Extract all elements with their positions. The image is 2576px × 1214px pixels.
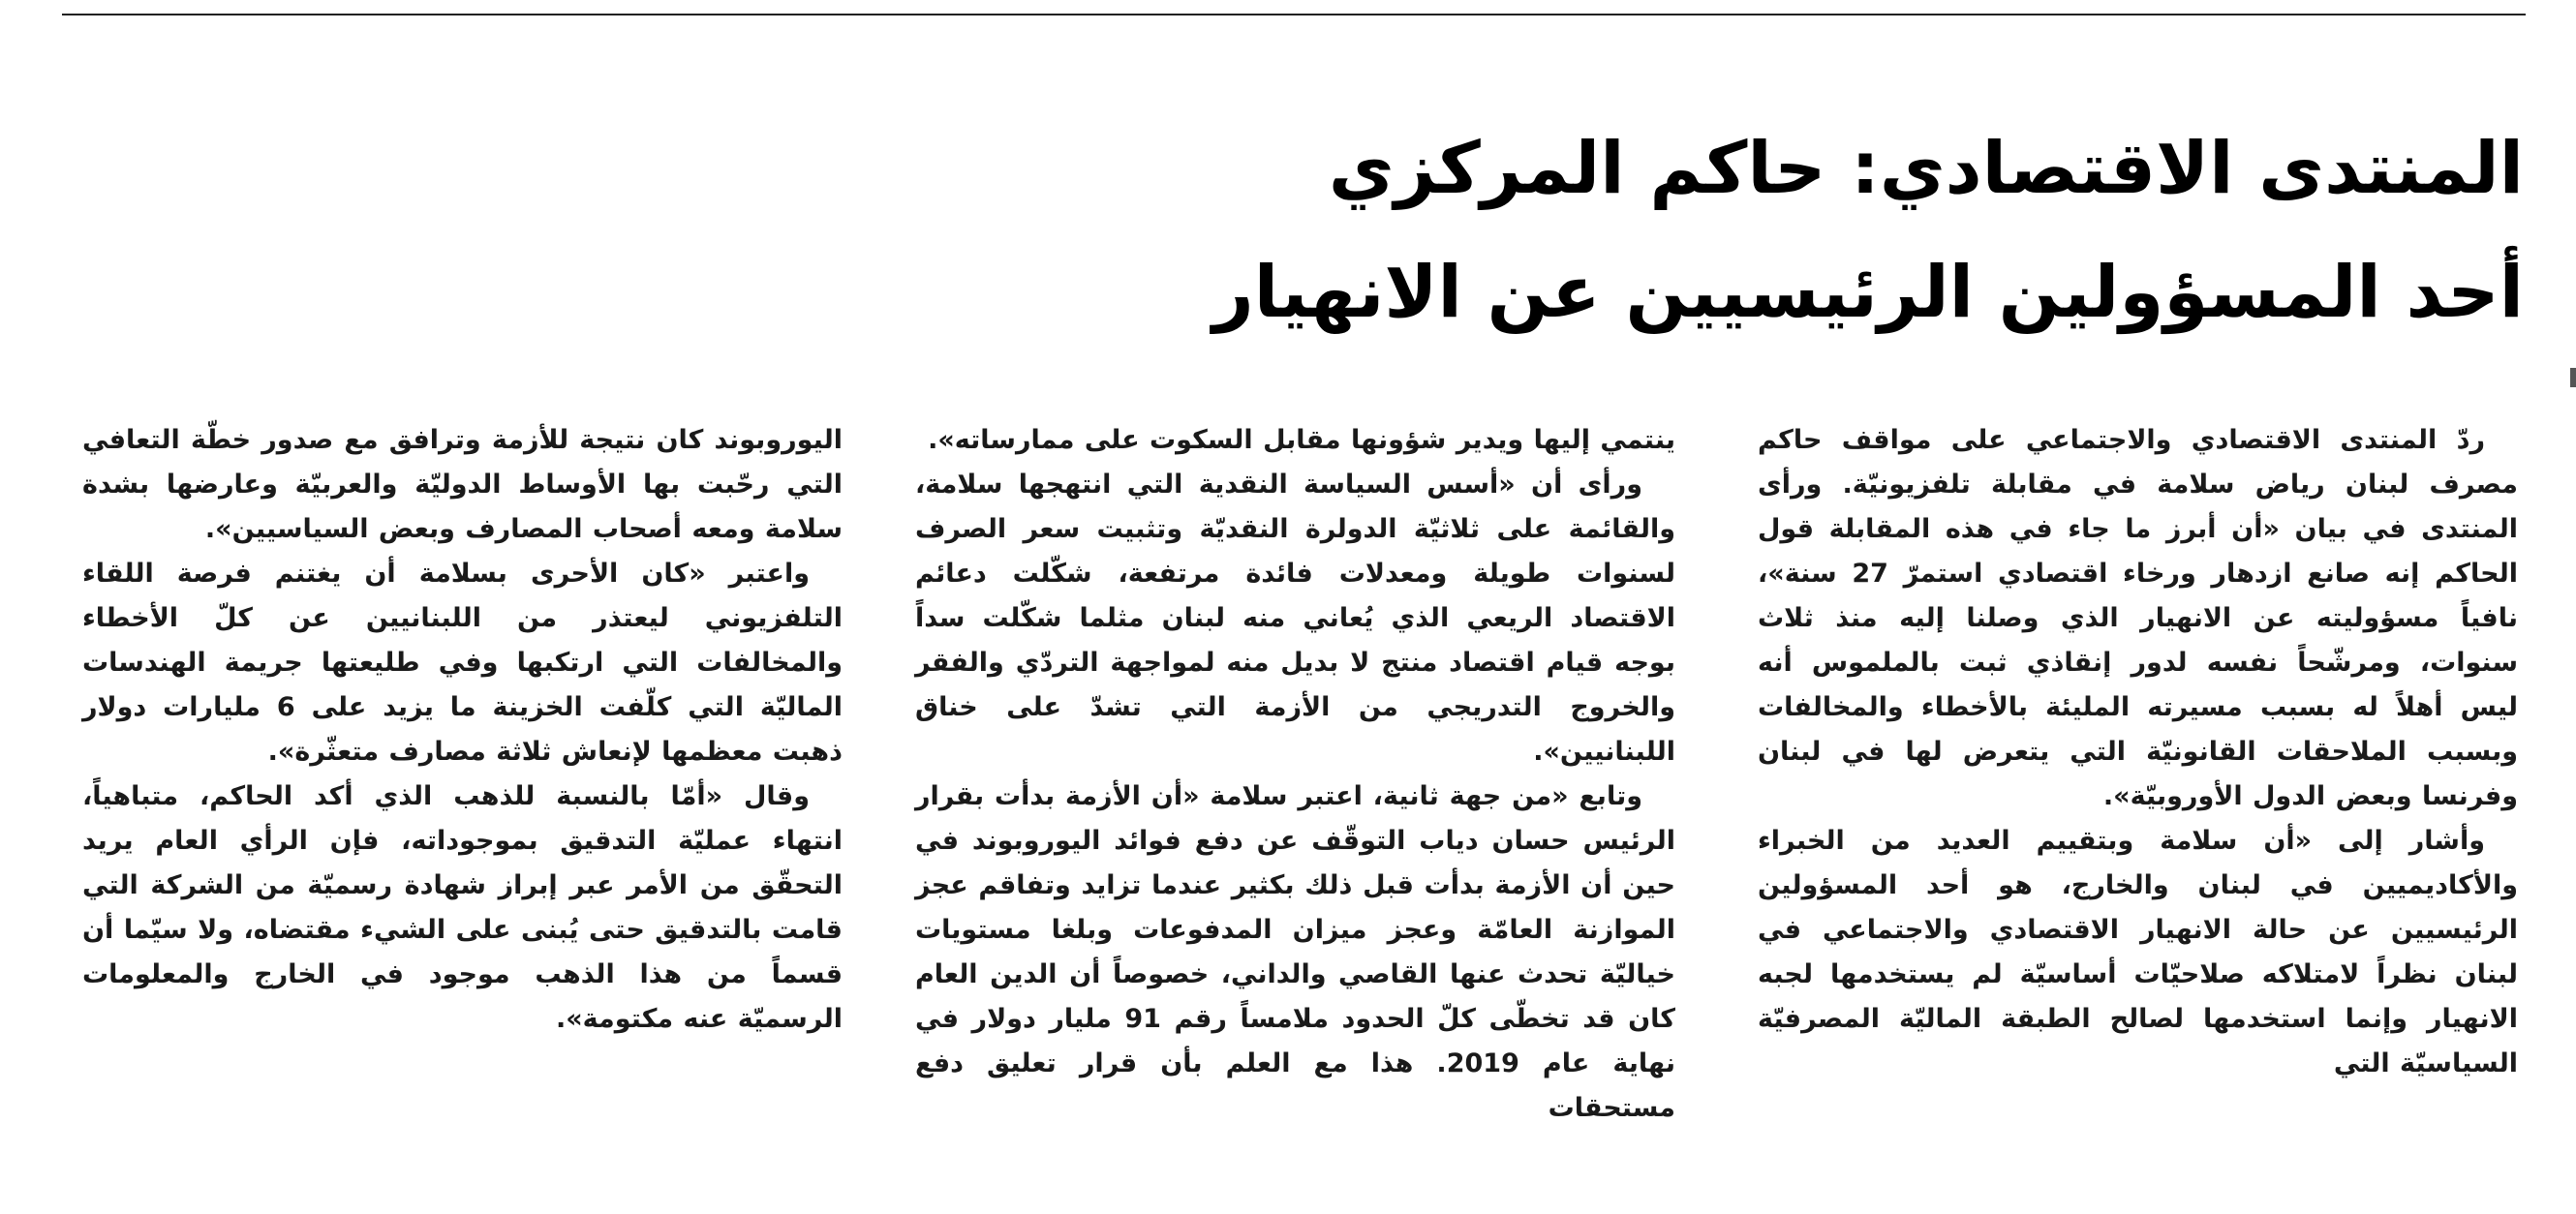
article-column-1: [1758, 418, 2518, 1086]
article-column-2: [915, 418, 1675, 1131]
column-3-paragraph-2: واعتبر «كان الأحرى بسلامة أن يغتنم فرصة اللقاء التلفزيوني ليعتذر من اللبنانيين عن كلّ الأخطاء والمخالفات التي ارتكبها وفي طليعتها جريمة الهندسات الماليّة التي كلّفت الخزينة ما يزيد على 6 مليارات دولار ذهبت معظمها لإنعاش ثلاثة مصارف متعثّرة».: [82, 559, 843, 767]
page-edge-mark: [2570, 368, 2576, 387]
column-2-paragraph-1: ينتمي إليها ويدير شؤونها مقابل السكوت على ممارساته».: [928, 425, 1675, 455]
column-2-paragraph-2: ورأى أن «أسس السياسة النقدية التي انتهجها سلامة، والقائمة على ثلاثيّة الدولرة النقديّة وتثبيت سعر الصرف لسنوات طويلة ومعدلات فائدة مرتفعة، شكّلت دعائم الاقتصاد الريعي الذي يُعاني منه لبنان مثلما شكّلت سداً بوجه قيام اقتصاد منتج لا بديل منه لمواجهة التردّي والفقر والخروج التدريجي من الأزمة التي تشدّ على خناق اللبنانيين».: [915, 470, 1675, 767]
headline-line-2: أحد المسؤولين الرئيسيين عن الانهيار: [1212, 251, 2524, 334]
article-headline: [974, 106, 2524, 354]
column-1-paragraph-1: ردّ المنتدى الاقتصادي والاجتماعي على مواقف حاكم مصرف لبنان رياض سلامة في مقابلة تلفزيونيّة. ورأى المنتدى في بيان «أن أبرز ما جاء في هذه المقابلة قول الحاكم إنه صانع ازدهار ورخاء اقتصادي استمرّ 27 سنة»، نافياً مسؤوليته عن الانهيار الذي وصلنا إليه منذ ثلاث سنوات، ومرشّحاً نفسه لدور إنقاذي ثبت بالملموس أنه ليس أهلاً له بسبب مسيرته المليئة بالأخطاء والمخالفات وبسبب الملاحقات القانونيّة التي يتعرض لها في لبنان وفرنسا وبعض الدول الأوروبيّة».: [1758, 425, 2518, 811]
column-2-paragraph-3: وتابع «من جهة ثانية، اعتبر سلامة «أن الأزمة بدأت بقرار الرئيس حسان دياب التوقّف عن دفع فوائد اليوروبوند في حين أن الأزمة بدأت قبل ذلك بكثير عندما تزايد وتفاقم عجز الموازنة العامّة وعجز ميزان المدفوعات وبلغا مستويات خياليّة تحدث عنها القاصي والداني، خصوصاً أن الدين العام كان قد تخطّى كلّ الحدود ملامساً رقم 91 مليار دولار في نهاية عام 2019. هذا مع العلم بأن قرار تعليق دفع مستحقات: [915, 781, 1675, 1123]
article-column-3: [82, 418, 843, 1042]
headline-line-1: المنتدى الاقتصادي: حاكم المركزي: [1328, 127, 2524, 210]
column-3-paragraph-1: اليوروبوند كان نتيجة للأزمة وترافق مع صدور خطّة التعافي التي رحّبت بها الأوساط الدوليّة والعربيّة وعارضها بشدة سلامة ومعه أصحاب المصارف وبعض السياسيين».: [82, 425, 843, 544]
top-rule: [62, 14, 2526, 15]
column-1-paragraph-2: وأشار إلى «أن سلامة وبتقييم العديد من الخبراء والأكاديميين في لبنان والخارج، هو أحد المسؤولين الرئيسيين عن حالة الانهيار الاقتصادي والاجتماعي في لبنان نظراً لامتلاكه صلاحيّات أساسيّة لم يستخدمها لجبه الانهيار وإنما استخدمها لصالح الطبقة الماليّة المصرفيّة السياسيّة التي: [1758, 826, 2518, 1078]
column-3-paragraph-3: وقال «أمّا بالنسبة للذهب الذي أكد الحاكم، متباهياً، انتهاء عمليّة التدقيق بموجوداته، فإن الرأي العام يريد التحقّق من الأمر عبر إبراز شهادة رسميّة من الشركة التي قامت بالتدقيق حتى يُبنى على الشيء مقتضاه، ولا سيّما أن قسماً من هذا الذهب موجود في الخارج والمعلومات الرسميّة عنه مكتومة».: [82, 781, 843, 1034]
